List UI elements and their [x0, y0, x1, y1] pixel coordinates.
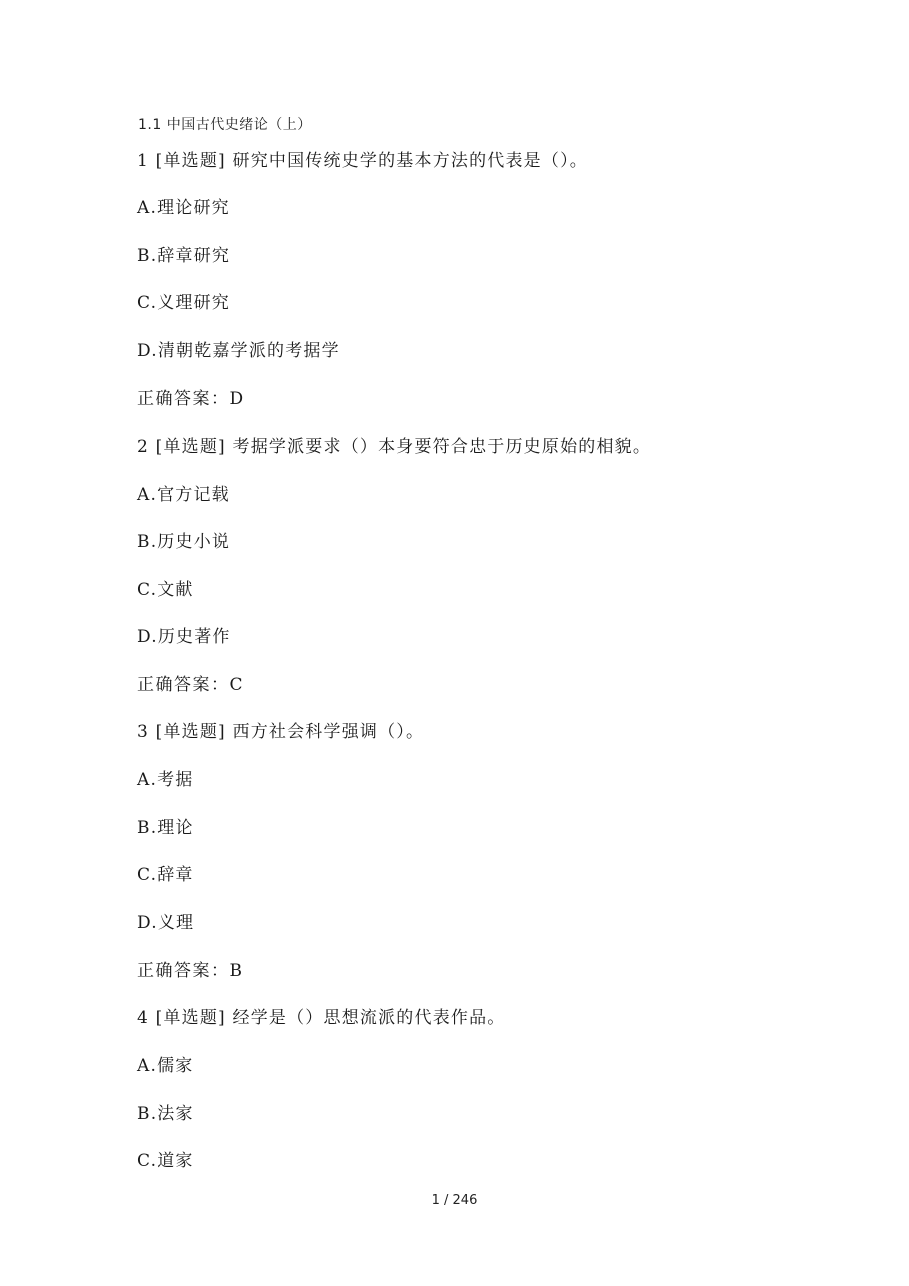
- option-c: C.义理研究: [137, 293, 231, 313]
- option-c: C.辞章: [137, 865, 194, 885]
- question-stem: 4 [单选题] 经学是（）思想流派的代表作品。: [137, 1008, 506, 1028]
- option-b: B.法家: [137, 1104, 194, 1124]
- option-a: A.儒家: [137, 1056, 194, 1076]
- option-b: B.辞章研究: [137, 246, 231, 266]
- question-stem: 1 [单选题] 研究中国传统史学的基本方法的代表是（）。: [137, 151, 588, 171]
- option-d: D.清朝乾嘉学派的考据学: [137, 341, 340, 361]
- correct-answer: 正确答案：D: [137, 389, 245, 409]
- option-a: A.考据: [137, 770, 194, 790]
- option-b: B.理论: [137, 818, 194, 838]
- correct-answer: 正确答案：B: [137, 961, 244, 981]
- option-d: D.历史著作: [137, 627, 231, 647]
- option-c: C.道家: [137, 1151, 194, 1171]
- correct-answer: 正确答案：C: [137, 675, 245, 695]
- option-c: C.文献: [137, 580, 194, 600]
- section-title: 1.1 中国古代史绪论（上）: [138, 117, 312, 133]
- question-stem: 2 [单选题] 考据学派要求（）本身要符合忠于历史原始的相貌。: [137, 437, 652, 457]
- question-stem: 3 [单选题] 西方社会科学强调（）。: [137, 722, 425, 742]
- option-a: A.官方记载: [137, 485, 230, 505]
- option-d: D.义理: [137, 913, 195, 933]
- option-b: B.历史小说: [137, 532, 231, 552]
- page-number: 1 / 246: [431, 1193, 478, 1208]
- option-a: A.理论研究: [137, 198, 230, 218]
